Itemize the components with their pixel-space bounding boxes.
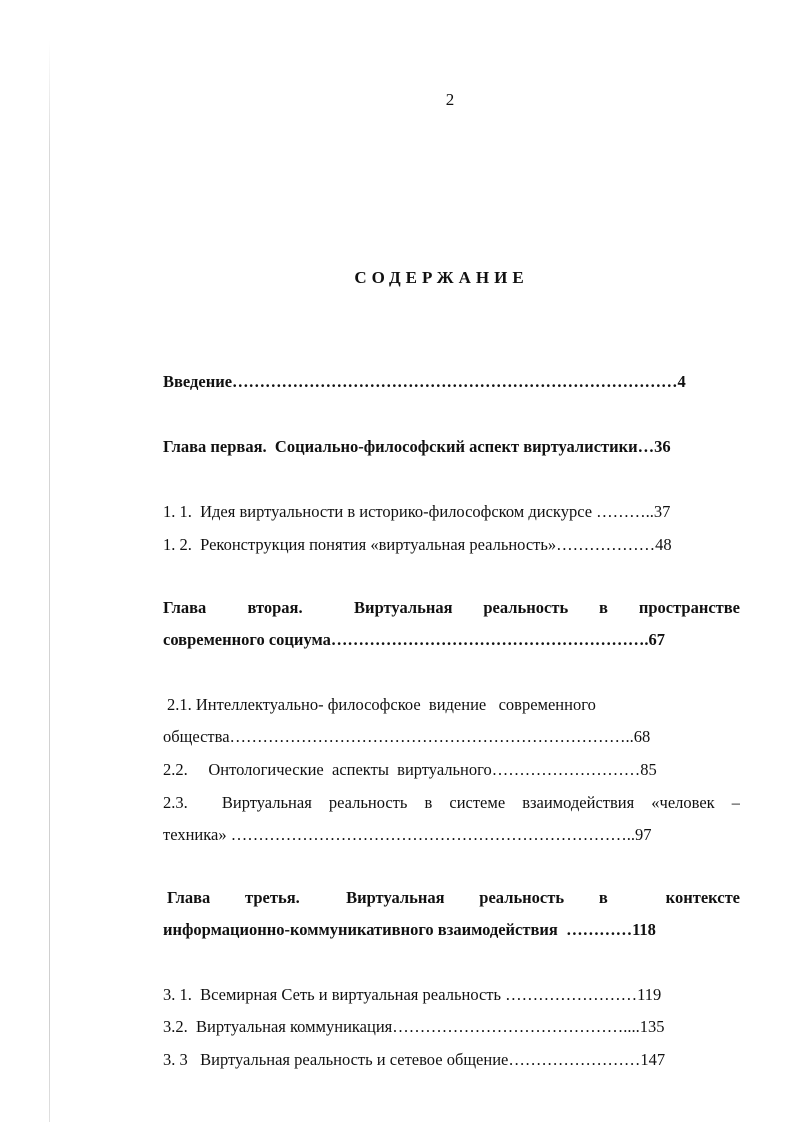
section-1-1: 1. 1. Идея виртуальности в историко-философском дискурсе ………..37 (163, 502, 671, 521)
page-number: 2 (445, 90, 455, 109)
section-1-2: 1. 2. Реконструкция понятия «виртуальная реальность»………………48 (163, 535, 672, 554)
section-2-2: 2.2. Онтологические аспекты виртуального………………………85 (163, 760, 657, 779)
section-2-1-line-1: 2.1. Интеллектуально- философское видение современного (167, 695, 596, 714)
section-3-1: 3. 1. Всемирная Сеть и виртуальная реальность ……………………119 (163, 985, 662, 1004)
chapter-2-heading-line-1: Глава вторая. Виртуальная реальность в пространстве (163, 598, 740, 617)
scan-edge (49, 40, 50, 1122)
section-2-3-line-1: 2.3. Виртуальная реальность в системе взаимодействия «человек – (163, 793, 740, 812)
section-2-1-line-2: общества………………………………………………………………..68 (163, 727, 651, 746)
chapter-3-heading-line-1: Глава третья. Виртуальная реальность в контексте (167, 888, 740, 907)
section-3-3: 3. 3 Виртуальная реальность и сетевое общение……………………147 (163, 1050, 666, 1069)
section-3-2: 3.2. Виртуальная коммуникация……………………………………....135 (163, 1017, 665, 1036)
chapter-2-heading-line-2: современного социума………………………………………………….67 (163, 630, 665, 649)
section-2-3-line-2: техника» ………………………………………………………………..97 (163, 825, 652, 844)
toc-entry-introduction: Введение………………………………………………………………………4 (163, 372, 686, 391)
chapter-1-heading: Глава первая. Социально-философский аспект виртуалистики…36 (163, 437, 671, 456)
page-title: СОДЕРЖАНИЕ (354, 268, 529, 287)
chapter-3-heading-line-2: информационно-коммуникативного взаимодействия …………118 (163, 920, 656, 939)
